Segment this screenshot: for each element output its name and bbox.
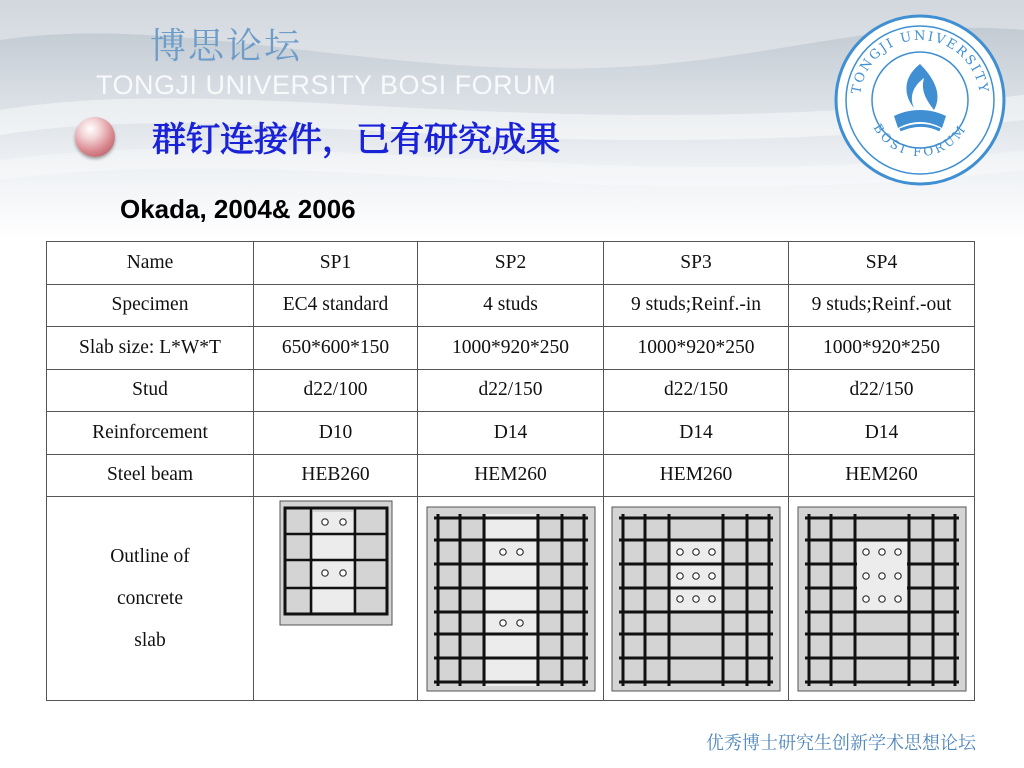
slab-outline-sp4 xyxy=(797,506,967,692)
table-cell: D10 xyxy=(254,412,418,455)
outline-label-line: concrete xyxy=(116,587,184,609)
table-cell: d22/150 xyxy=(604,369,789,412)
slab-cell-sp2 xyxy=(418,497,604,701)
outline-label-cell xyxy=(47,497,254,701)
forum-name-cn: 博思论坛 xyxy=(150,26,303,67)
table-cell: HEM260 xyxy=(418,454,604,497)
table-cell: Steel beam xyxy=(47,454,254,497)
table-cell: 1000*920*250 xyxy=(789,327,975,370)
table-cell: Specimen xyxy=(47,284,254,327)
table-cell: D14 xyxy=(418,412,604,455)
footer-text: 优秀博士研究生创新学术思想论坛 xyxy=(706,733,976,754)
table-cell: HEB260 xyxy=(254,454,418,497)
table-cell: 650*600*150 xyxy=(254,327,418,370)
table-row xyxy=(47,327,975,370)
slab-cell-sp3 xyxy=(604,497,789,701)
specimen-table xyxy=(46,241,975,701)
table-cell: 9 studs;Reinf.-in xyxy=(604,284,789,327)
university-logo xyxy=(832,12,1008,188)
table-cell: Slab size: L*W*T xyxy=(47,327,254,370)
table-cell: 4 studs xyxy=(418,284,604,327)
logo-text-top: TONGJI UNIVERSITY xyxy=(849,28,991,96)
table-cell: HEM260 xyxy=(604,454,789,497)
table-cell: d22/150 xyxy=(418,369,604,412)
table-cell: 1000*920*250 xyxy=(604,327,789,370)
slab-outline-sp3 xyxy=(611,506,781,692)
table-cell: HEM260 xyxy=(789,454,975,497)
slab-outline-sp2 xyxy=(426,506,596,692)
slab-cell-sp1 xyxy=(254,497,418,701)
table-row xyxy=(47,454,975,497)
table-cell: d22/100 xyxy=(254,369,418,412)
table-cell: d22/150 xyxy=(789,369,975,412)
table-header-cell: SP3 xyxy=(604,242,789,285)
table-cell: 9 studs;Reinf.-out xyxy=(789,284,975,327)
table-row xyxy=(47,412,975,455)
bullet-icon xyxy=(75,117,115,157)
table-cell: Reinforcement xyxy=(47,412,254,455)
table-header-cell: SP2 xyxy=(418,242,604,285)
table-row xyxy=(47,284,975,327)
table-header-row xyxy=(47,242,975,285)
table-cell: 1000*920*250 xyxy=(418,327,604,370)
forum-name-en: TONGJI UNIVERSITY BOSI FORUM xyxy=(96,70,557,100)
table-header-cell: Name xyxy=(47,242,254,285)
slab-outline-sp1 xyxy=(279,500,393,626)
slide-title: 群钉连接件，已有研究成果 xyxy=(152,120,560,160)
outline-row xyxy=(47,497,975,701)
slab-cell-sp4 xyxy=(789,497,975,701)
slide-subtitle: Okada, 2004& 2006 xyxy=(120,194,356,224)
table-cell: D14 xyxy=(604,412,789,455)
table-header-cell: SP1 xyxy=(254,242,418,285)
outline-label-line: Outline of xyxy=(110,545,190,567)
table-cell: Stud xyxy=(47,369,254,412)
logo-text-bottom: BOSI FORUM xyxy=(870,121,970,160)
outline-label-line: slab xyxy=(134,629,166,651)
table-row xyxy=(47,369,975,412)
table-cell: D14 xyxy=(789,412,975,455)
table-header-cell: SP4 xyxy=(789,242,975,285)
table-cell: EC4 standard xyxy=(254,284,418,327)
